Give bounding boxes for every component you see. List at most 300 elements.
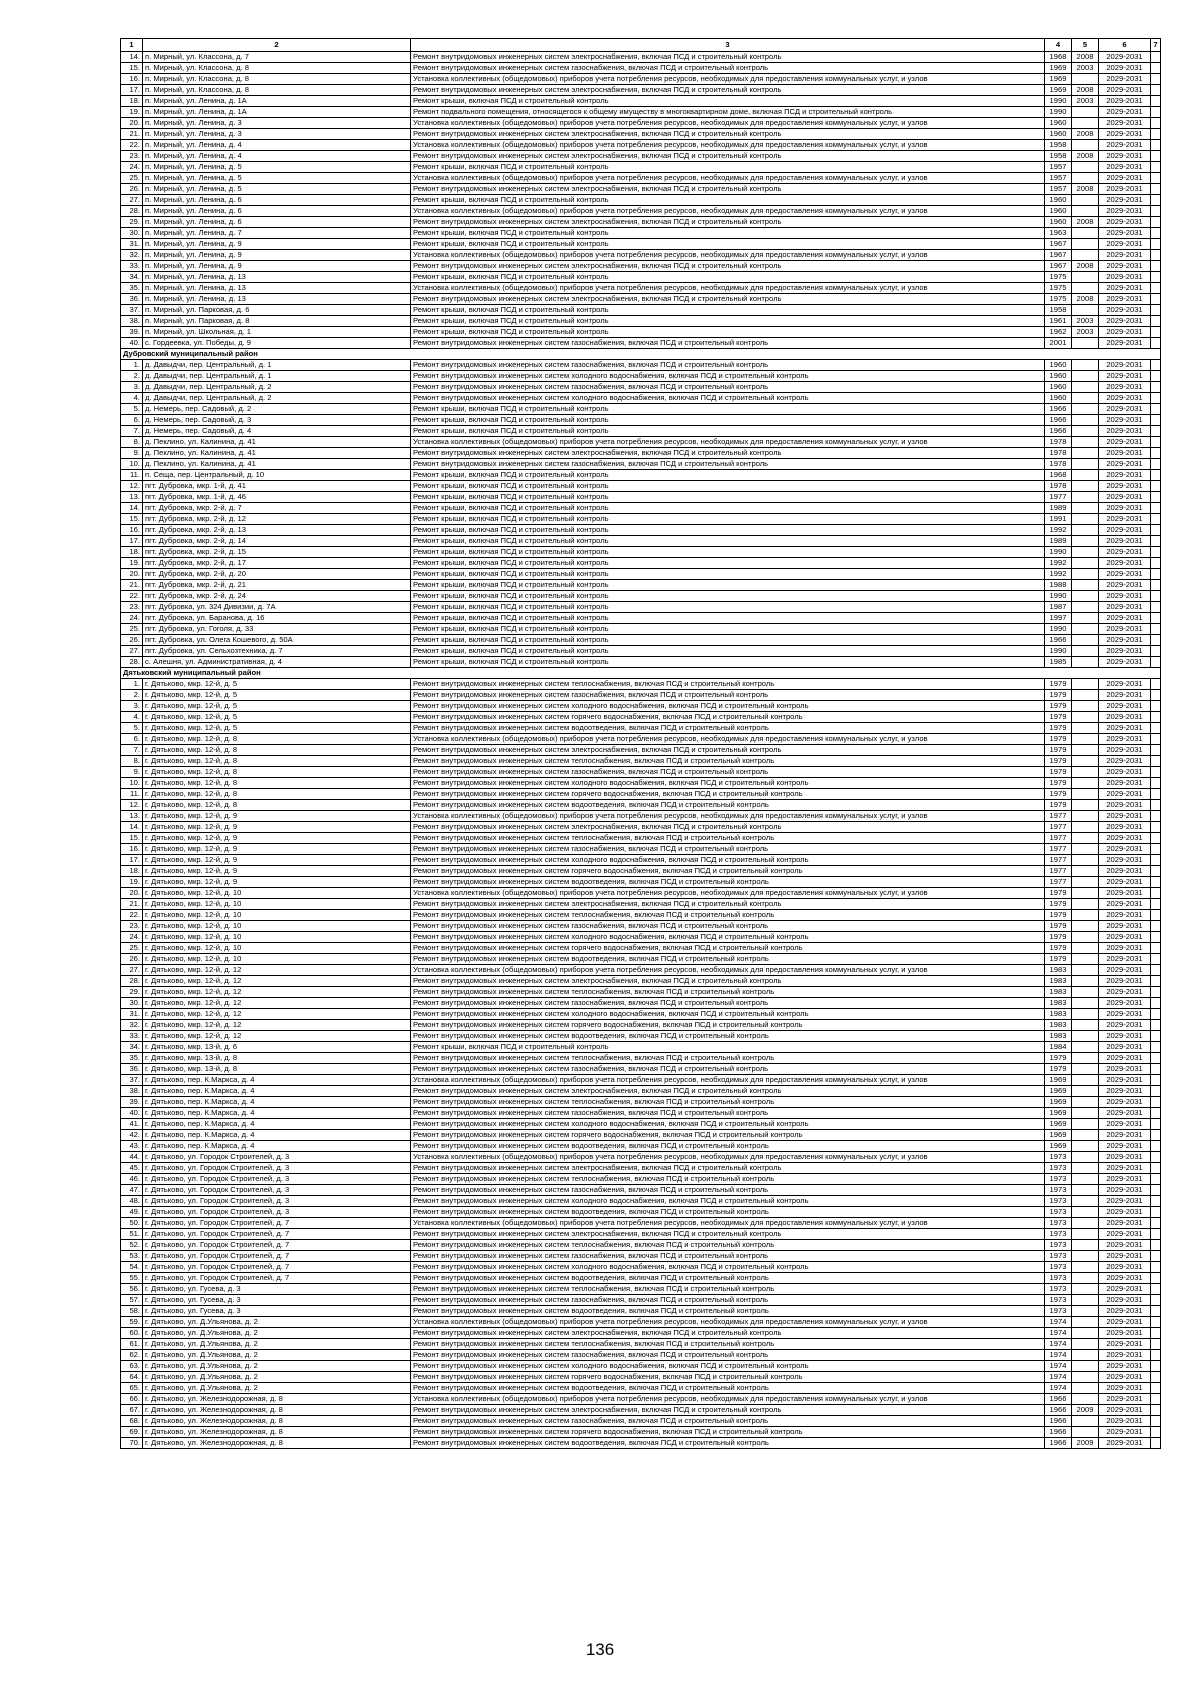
year-built-cell: 1977 [1045,877,1072,888]
last-repair-year-cell [1072,1042,1099,1053]
address-cell: г. Дятьково, ул. Городок Строителей, д. 7 [143,1251,411,1262]
address-cell: г. Дятьково, мкр. 12-й, д. 9 [143,811,411,822]
work-type-cell: Установка коллективных (общедомовых) приборов учета потребления ресурсов, необходимых для предоставления коммунальных услуг, и узлов [411,283,1045,294]
year-built-cell: 1966 [1045,635,1072,646]
table-row [121,426,1161,437]
last-repair-year-cell [1072,74,1099,85]
last-repair-year-cell [1072,492,1099,503]
table-row [121,899,1161,910]
empty-col-7-cell [1151,1339,1161,1350]
year-built-cell: 1987 [1045,602,1072,613]
empty-col-7-cell [1151,492,1161,503]
table-row [121,327,1161,338]
year-built-cell: 1979 [1045,778,1072,789]
planned-period-cell: 2029-2031 [1099,1383,1151,1394]
year-built-cell: 1979 [1045,954,1072,965]
address-cell: г. Дятьково, мкр. 12-й, д. 8 [143,778,411,789]
last-repair-year-cell [1072,162,1099,173]
planned-period-cell: 2029-2031 [1099,811,1151,822]
planned-period-cell: 2029-2031 [1099,1196,1151,1207]
address-cell: г. Дятьково, ул. Городок Строителей, д. 7 [143,1229,411,1240]
planned-period-cell: 2029-2031 [1099,756,1151,767]
planned-period-cell: 2029-2031 [1099,184,1151,195]
work-type-cell: Ремонт внутридомовых инженерных систем горячего водоснабжения, включая ПСД и строительный контроль [411,866,1045,877]
table-row [121,1350,1161,1361]
empty-col-7-cell [1151,1042,1161,1053]
header-col-1: 1 [121,39,143,52]
work-type-cell: Ремонт крыши, включая ПСД и строительный контроль [411,239,1045,250]
row-number-cell: 30. [121,228,143,239]
row-number-cell: 33. [121,261,143,272]
empty-col-7-cell [1151,580,1161,591]
table-row [121,1009,1161,1020]
table-row [121,789,1161,800]
last-repair-year-cell [1072,448,1099,459]
year-built-cell: 1960 [1045,360,1072,371]
work-type-cell: Ремонт крыши, включая ПСД и строительный контроль [411,162,1045,173]
address-cell: г. Дятьково, ул. Железнодорожная, д. 8 [143,1416,411,1427]
work-type-cell: Ремонт внутридомовых инженерных систем холодного водоснабжения, включая ПСД и строительный контроль [411,1119,1045,1130]
row-number-cell: 28. [121,657,143,668]
work-type-cell: Ремонт внутридомовых инженерных систем газоснабжения, включая ПСД и строительный контроль [411,767,1045,778]
work-type-cell: Ремонт внутридомовых инженерных систем электроснабжения, включая ПСД и строительный контроль [411,85,1045,96]
row-number-cell: 43. [121,1141,143,1152]
work-type-cell: Ремонт внутридомовых инженерных систем теплоснабжения, включая ПСД и строительный контроль [411,1174,1045,1185]
last-repair-year-cell [1072,1086,1099,1097]
work-type-cell: Ремонт внутридомовых инженерных систем теплоснабжения, включая ПСД и строительный контроль [411,910,1045,921]
last-repair-year-cell [1072,910,1099,921]
planned-period-cell: 2029-2031 [1099,866,1151,877]
table-row [121,1328,1161,1339]
last-repair-year-cell [1072,1394,1099,1405]
planned-period-cell: 2029-2031 [1099,206,1151,217]
empty-col-7-cell [1151,1031,1161,1042]
work-type-cell: Установка коллективных (общедомовых) приборов учета потребления ресурсов, необходимых для предоставления коммунальных услуг, и узлов [411,1075,1045,1086]
empty-col-7-cell [1151,965,1161,976]
row-number-cell: 30. [121,998,143,1009]
table-row [121,63,1161,74]
last-repair-year-cell [1072,712,1099,723]
last-repair-year-cell [1072,1295,1099,1306]
table-row [121,404,1161,415]
empty-col-7-cell [1151,635,1161,646]
work-type-cell: Ремонт крыши, включая ПСД и строительный контроль [411,96,1045,107]
year-built-cell: 1979 [1045,932,1072,943]
row-number-cell: 32. [121,250,143,261]
work-type-cell: Ремонт внутридомовых инженерных систем газоснабжения, включая ПСД и строительный контроль [411,1108,1045,1119]
year-built-cell: 1958 [1045,305,1072,316]
planned-period-cell: 2029-2031 [1099,1108,1151,1119]
address-cell: г. Дятьково, мкр. 12-й, д. 10 [143,932,411,943]
year-built-cell: 1969 [1045,1130,1072,1141]
work-type-cell: Ремонт внутридомовых инженерных систем электроснабжения, включая ПСД и строительный контроль [411,1086,1045,1097]
last-repair-year-cell [1072,1119,1099,1130]
empty-col-7-cell [1151,789,1161,800]
work-type-cell: Ремонт внутридомовых инженерных систем электроснабжения, включая ПСД и строительный контроль [411,822,1045,833]
row-number-cell: 16. [121,525,143,536]
planned-period-cell: 2029-2031 [1099,217,1151,228]
work-type-cell: Ремонт внутридомовых инженерных систем холодного водоснабжения, включая ПСД и строительный контроль [411,371,1045,382]
work-type-cell: Ремонт крыши, включая ПСД и строительный контроль [411,580,1045,591]
year-built-cell: 1997 [1045,613,1072,624]
row-number-cell: 60. [121,1328,143,1339]
table-row [121,52,1161,63]
year-built-cell: 1973 [1045,1306,1072,1317]
address-cell: пгт. Дубровка, мкр. 2-й, д. 13 [143,525,411,536]
address-cell: г. Дятьково, ул. Городок Строителей, д. 3 [143,1174,411,1185]
empty-col-7-cell [1151,569,1161,580]
empty-col-7-cell [1151,844,1161,855]
planned-period-cell: 2029-2031 [1099,459,1151,470]
row-number-cell: 18. [121,96,143,107]
row-number-cell: 17. [121,536,143,547]
last-repair-year-cell [1072,1317,1099,1328]
row-number-cell: 38. [121,1086,143,1097]
address-cell: п. Мирный, ул. Классона, д. 7 [143,52,411,63]
work-type-cell: Ремонт внутридомовых инженерных систем газоснабжения, включая ПСД и строительный контроль [411,382,1045,393]
year-built-cell: 1961 [1045,316,1072,327]
row-number-cell: 58. [121,1306,143,1317]
empty-col-7-cell [1151,316,1161,327]
work-type-cell: Ремонт крыши, включая ПСД и строительный контроль [411,525,1045,536]
last-repair-year-cell [1072,338,1099,349]
address-cell: г. Дятьково, мкр. 12-й, д. 8 [143,745,411,756]
empty-col-7-cell [1151,1141,1161,1152]
work-type-cell: Ремонт внутридомовых инженерных систем водоотведения, включая ПСД и строительный контроль [411,800,1045,811]
work-type-cell: Ремонт крыши, включая ПСД и строительный контроль [411,305,1045,316]
planned-period-cell: 2029-2031 [1099,591,1151,602]
empty-col-7-cell [1151,1306,1161,1317]
empty-col-7-cell [1151,52,1161,63]
table-row [121,1383,1161,1394]
row-number-cell: 39. [121,327,143,338]
planned-period-cell: 2029-2031 [1099,327,1151,338]
planned-period-cell: 2029-2031 [1099,558,1151,569]
year-built-cell: 1977 [1045,866,1072,877]
row-number-cell: 8. [121,756,143,767]
address-cell: п. Мирный, ул. Ленина, д. 1А [143,96,411,107]
row-number-cell: 49. [121,1207,143,1218]
row-number-cell: 50. [121,1218,143,1229]
row-number-cell: 15. [121,63,143,74]
table-row [121,393,1161,404]
row-number-cell: 57. [121,1295,143,1306]
table-row [121,657,1161,668]
last-repair-year-cell [1072,613,1099,624]
empty-col-7-cell [1151,1361,1161,1372]
address-cell: г. Дятьково, мкр. 12-й, д. 10 [143,899,411,910]
empty-col-7-cell [1151,833,1161,844]
address-cell: п. Мирный, ул. Парковая, д. 8 [143,316,411,327]
row-number-cell: 14. [121,822,143,833]
work-type-cell: Ремонт внутридомовых инженерных систем холодного водоснабжения, включая ПСД и строительный контроль [411,855,1045,866]
table-row [121,910,1161,921]
last-repair-year-cell [1072,1097,1099,1108]
address-cell: п. Мирный, ул. Ленина, д. 13 [143,272,411,283]
address-cell: г. Дятьково, мкр. 12-й, д. 9 [143,833,411,844]
year-built-cell: 1966 [1045,404,1072,415]
address-cell: д. Давыдчи, пер. Центральный, д. 2 [143,393,411,404]
row-number-cell: 26. [121,635,143,646]
row-number-cell: 9. [121,448,143,459]
address-cell: д. Пеклино, ул. Калинина, д. 41 [143,437,411,448]
work-type-cell: Ремонт внутридомовых инженерных систем водоотведения, включая ПСД и строительный контроль [411,877,1045,888]
empty-col-7-cell [1151,1240,1161,1251]
work-type-cell: Ремонт внутридомовых инженерных систем холодного водоснабжения, включая ПСД и строительный контроль [411,1361,1045,1372]
last-repair-year-cell: 2008 [1072,184,1099,195]
year-built-cell: 1969 [1045,1119,1072,1130]
table-row [121,1185,1161,1196]
year-built-cell: 1979 [1045,745,1072,756]
empty-col-7-cell [1151,778,1161,789]
year-built-cell: 1977 [1045,844,1072,855]
work-type-cell: Ремонт крыши, включая ПСД и строительный контроль [411,646,1045,657]
year-built-cell: 1966 [1045,1394,1072,1405]
last-repair-year-cell [1072,767,1099,778]
address-cell: г. Дятьково, пер. К.Маркса, д. 4 [143,1130,411,1141]
table-row [121,459,1161,470]
last-repair-year-cell [1072,1416,1099,1427]
row-number-cell: 13. [121,811,143,822]
planned-period-cell: 2029-2031 [1099,767,1151,778]
work-type-cell: Ремонт внутридомовых инженерных систем холодного водоснабжения, включая ПСД и строительный контроль [411,778,1045,789]
work-type-cell: Ремонт внутридомовых инженерных систем электроснабжения, включая ПСД и строительный контроль [411,899,1045,910]
table-row [121,85,1161,96]
address-cell: г. Дятьково, мкр. 13-й, д. 8 [143,1064,411,1075]
last-repair-year-cell [1072,932,1099,943]
year-built-cell: 1979 [1045,690,1072,701]
work-type-cell: Ремонт крыши, включая ПСД и строительный контроль [411,470,1045,481]
year-built-cell: 1973 [1045,1207,1072,1218]
last-repair-year-cell [1072,1284,1099,1295]
last-repair-year-cell: 2009 [1072,1438,1099,1449]
last-repair-year-cell [1072,580,1099,591]
last-repair-year-cell [1072,536,1099,547]
row-number-cell: 2. [121,690,143,701]
year-built-cell: 1978 [1045,459,1072,470]
row-number-cell: 18. [121,547,143,558]
planned-period-cell: 2029-2031 [1099,943,1151,954]
last-repair-year-cell [1072,1361,1099,1372]
planned-period-cell: 2029-2031 [1099,723,1151,734]
address-cell: г. Дятьково, ул. Городок Строителей, д. 7 [143,1262,411,1273]
address-cell: г. Дятьково, ул. Городок Строителей, д. 3 [143,1196,411,1207]
year-built-cell: 1983 [1045,1020,1072,1031]
table-row [121,778,1161,789]
last-repair-year-cell [1072,591,1099,602]
year-built-cell: 1960 [1045,382,1072,393]
work-type-cell: Ремонт крыши, включая ПСД и строительный контроль [411,613,1045,624]
table-row [121,217,1161,228]
address-cell: п. Мирный, ул. Ленина, д. 7 [143,228,411,239]
last-repair-year-cell [1072,899,1099,910]
work-type-cell: Ремонт внутридомовых инженерных систем газоснабжения, включая ПСД и строительный контроль [411,1416,1045,1427]
table-row [121,866,1161,877]
work-type-cell: Ремонт подвального помещения, относящегося к общему имуществу в многоквартирном доме, включая ПСД и строительный контроль [411,107,1045,118]
address-cell: г. Дятьково, ул. Д.Ульянова, д. 2 [143,1350,411,1361]
row-number-cell: 17. [121,855,143,866]
table-row [121,1020,1161,1031]
last-repair-year-cell [1072,558,1099,569]
row-number-cell: 12. [121,481,143,492]
year-built-cell: 1960 [1045,393,1072,404]
table-row [121,1251,1161,1262]
table-row [121,239,1161,250]
table-row [121,492,1161,503]
row-number-cell: 19. [121,107,143,118]
address-cell: пгт. Дубровка, мкр. 2-й, д. 24 [143,591,411,602]
empty-col-7-cell [1151,1394,1161,1405]
work-type-cell: Ремонт внутридомовых инженерных систем водоотведения, включая ПСД и строительный контроль [411,1207,1045,1218]
table-row [121,118,1161,129]
planned-period-cell: 2029-2031 [1099,415,1151,426]
empty-col-7-cell [1151,954,1161,965]
address-cell: г. Дятьково, мкр. 12-й, д. 5 [143,690,411,701]
empty-col-7-cell [1151,1185,1161,1196]
address-cell: п. Мирный, ул. Ленина, д. 3 [143,118,411,129]
row-number-cell: 47. [121,1185,143,1196]
work-type-cell: Ремонт внутридомовых инженерных систем электроснабжения, включая ПСД и строительный контроль [411,151,1045,162]
address-cell: г. Дятьково, пер. К.Маркса, д. 4 [143,1097,411,1108]
address-cell: г. Дятьково, ул. Гусева, д. 3 [143,1284,411,1295]
empty-col-7-cell [1151,921,1161,932]
planned-period-cell: 2029-2031 [1099,1394,1151,1405]
row-number-cell: 13. [121,492,143,503]
planned-period-cell: 2029-2031 [1099,294,1151,305]
table-row [121,1405,1161,1416]
address-cell: г. Дятьково, ул. Городок Строителей, д. 7 [143,1273,411,1284]
address-cell: г. Дятьково, мкр. 12-й, д. 10 [143,943,411,954]
planned-period-cell: 2029-2031 [1099,140,1151,151]
year-built-cell: 1973 [1045,1196,1072,1207]
planned-period-cell: 2029-2031 [1099,1053,1151,1064]
table-row [121,1086,1161,1097]
year-built-cell: 1990 [1045,624,1072,635]
planned-period-cell: 2029-2031 [1099,382,1151,393]
work-type-cell: Установка коллективных (общедомовых) приборов учета потребления ресурсов, необходимых для предоставления коммунальных услуг, и узлов [411,173,1045,184]
planned-period-cell: 2029-2031 [1099,789,1151,800]
year-built-cell: 1960 [1045,371,1072,382]
table-row [121,1361,1161,1372]
table-row [121,1218,1161,1229]
empty-col-7-cell [1151,866,1161,877]
table-row [121,151,1161,162]
year-built-cell: 1973 [1045,1163,1072,1174]
work-type-cell: Ремонт крыши, включая ПСД и строительный контроль [411,657,1045,668]
year-built-cell: 1973 [1045,1240,1072,1251]
empty-col-7-cell [1151,602,1161,613]
planned-period-cell: 2029-2031 [1099,437,1151,448]
table-row [121,1141,1161,1152]
empty-col-7-cell [1151,74,1161,85]
empty-col-7-cell [1151,206,1161,217]
planned-period-cell: 2029-2031 [1099,305,1151,316]
planned-period-cell: 2029-2031 [1099,646,1151,657]
table-row [121,272,1161,283]
planned-period-cell: 2029-2031 [1099,1416,1151,1427]
table-row [121,1075,1161,1086]
empty-col-7-cell [1151,85,1161,96]
address-cell: п. Мирный, ул. Школьная, д. 1 [143,327,411,338]
last-repair-year-cell [1072,1328,1099,1339]
table-row [121,1306,1161,1317]
planned-period-cell: 2029-2031 [1099,1218,1151,1229]
last-repair-year-cell [1072,1262,1099,1273]
work-type-cell: Установка коллективных (общедомовых) приборов учета потребления ресурсов, необходимых для предоставления коммунальных услуг, и узлов [411,1152,1045,1163]
address-cell: г. Дятьково, ул. Гусева, д. 3 [143,1306,411,1317]
empty-col-7-cell [1151,1086,1161,1097]
planned-period-cell: 2029-2031 [1099,1339,1151,1350]
address-cell: г. Дятьково, мкр. 13-й, д. 6 [143,1042,411,1053]
row-number-cell: 23. [121,921,143,932]
table-row [121,514,1161,525]
last-repair-year-cell [1072,1218,1099,1229]
work-type-cell: Ремонт крыши, включая ПСД и строительный контроль [411,569,1045,580]
table-row [121,965,1161,976]
empty-col-7-cell [1151,1075,1161,1086]
row-number-cell: 22. [121,140,143,151]
last-repair-year-cell [1072,547,1099,558]
address-cell: д. Пеклино, ул. Калинина, д. 41 [143,459,411,470]
address-cell: г. Дятьково, мкр. 13-й, д. 8 [143,1053,411,1064]
work-type-cell: Ремонт внутридомовых инженерных систем холодного водоснабжения, включая ПСД и строительный контроль [411,393,1045,404]
work-type-cell: Ремонт внутридомовых инженерных систем горячего водоснабжения, включая ПСД и строительный контроль [411,789,1045,800]
last-repair-year-cell [1072,415,1099,426]
row-number-cell: 20. [121,569,143,580]
address-cell: г. Дятьково, мкр. 12-й, д. 12 [143,987,411,998]
row-number-cell: 15. [121,514,143,525]
planned-period-cell: 2029-2031 [1099,195,1151,206]
year-built-cell: 1979 [1045,734,1072,745]
address-cell: пгт. Дубровка, ул. Сельхозтехника, д. 7 [143,646,411,657]
row-number-cell: 44. [121,1152,143,1163]
address-cell: г. Дятьково, мкр. 12-й, д. 10 [143,888,411,899]
row-number-cell: 4. [121,393,143,404]
address-cell: г. Дятьково, ул. Гусева, д. 3 [143,1295,411,1306]
empty-col-7-cell [1151,1064,1161,1075]
last-repair-year-cell [1072,789,1099,800]
table-row [121,206,1161,217]
last-repair-year-cell [1072,657,1099,668]
empty-col-7-cell [1151,767,1161,778]
table-row [121,1427,1161,1438]
year-built-cell: 1983 [1045,998,1072,1009]
empty-col-7-cell [1151,1108,1161,1119]
planned-period-cell: 2029-2031 [1099,272,1151,283]
work-type-cell: Ремонт крыши, включая ПСД и строительный контроль [411,481,1045,492]
empty-col-7-cell [1151,239,1161,250]
row-number-cell: 61. [121,1339,143,1350]
row-number-cell: 62. [121,1350,143,1361]
row-number-cell: 28. [121,976,143,987]
empty-col-7-cell [1151,657,1161,668]
table-row [121,195,1161,206]
row-number-cell: 19. [121,558,143,569]
last-repair-year-cell: 2003 [1072,96,1099,107]
row-number-cell: 14. [121,503,143,514]
last-repair-year-cell [1072,1339,1099,1350]
planned-period-cell: 2029-2031 [1099,778,1151,789]
planned-period-cell: 2029-2031 [1099,338,1151,349]
year-built-cell: 1960 [1045,217,1072,228]
last-repair-year-cell [1072,1185,1099,1196]
work-type-cell: Ремонт внутридомовых инженерных систем газоснабжения, включая ПСД и строительный контроль [411,1350,1045,1361]
empty-col-7-cell [1151,811,1161,822]
planned-period-cell: 2029-2031 [1099,1185,1151,1196]
address-cell: п. Мирный, ул. Ленина, д. 13 [143,294,411,305]
work-type-cell: Ремонт крыши, включая ПСД и строительный контроль [411,316,1045,327]
last-repair-year-cell [1072,866,1099,877]
